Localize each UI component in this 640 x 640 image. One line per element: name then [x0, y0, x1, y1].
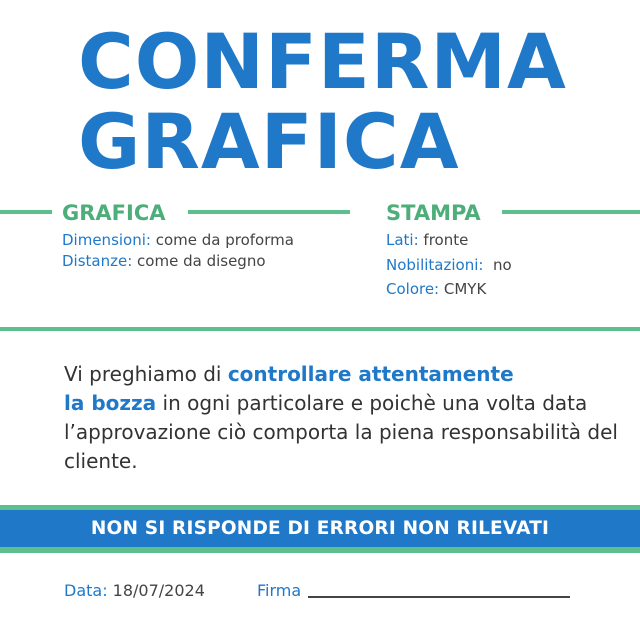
warning-banner	[0, 510, 640, 547]
stampa-colore	[386, 279, 486, 299]
message-part-2: in ogni particolare e poichè una volta data l’approvazione ciò comporta la piena responsabilità del cliente.	[64, 391, 618, 473]
signature-label: Firma	[257, 581, 302, 600]
lati-label: Lati:	[386, 231, 419, 249]
stampa-heading: STAMPA	[386, 201, 481, 225]
colore-value: CMYK	[439, 280, 487, 298]
date-value: 18/07/2024	[107, 581, 205, 600]
message-part-1: Vi preghiamo di	[64, 362, 228, 386]
grafica-distanze	[62, 251, 266, 271]
date-label: Data:	[64, 581, 108, 600]
message-highlight-2: la bozza	[64, 391, 157, 415]
nobilitazioni-label: Nobilitazioni:	[386, 256, 484, 274]
distanze-value: come da disegno	[132, 252, 266, 270]
title-line-1: CONFERMA	[78, 17, 567, 106]
distanze-label: Distanze:	[62, 252, 133, 270]
stampa-nobilitazioni	[386, 255, 512, 275]
page-title	[78, 17, 638, 186]
dimensioni-value: come da proforma	[150, 231, 294, 249]
banner-text: NON SI RISPONDE DI ERRORI NON RILEVATI	[90, 518, 550, 539]
colore-label: Colore:	[386, 280, 440, 298]
title-line-2: GRAFICA	[78, 97, 460, 186]
grafica-heading: GRAFICA	[62, 201, 166, 225]
nobilitazioni-value: no	[483, 256, 512, 274]
stampa-divider-right	[502, 210, 640, 214]
lati-value: fronte	[418, 231, 469, 249]
signature-line	[308, 596, 570, 598]
stampa-lati	[386, 230, 468, 250]
grafica-divider-left	[0, 210, 52, 214]
message-highlight-1: controllare attentamente	[227, 362, 514, 386]
grafica-divider-right	[188, 210, 350, 214]
approval-message	[64, 360, 624, 476]
grafica-dimensioni	[62, 230, 294, 250]
signature-field	[257, 580, 301, 602]
section-bottom-divider	[0, 327, 640, 331]
dimensioni-label: Dimensioni:	[62, 231, 151, 249]
date-field	[64, 580, 205, 602]
